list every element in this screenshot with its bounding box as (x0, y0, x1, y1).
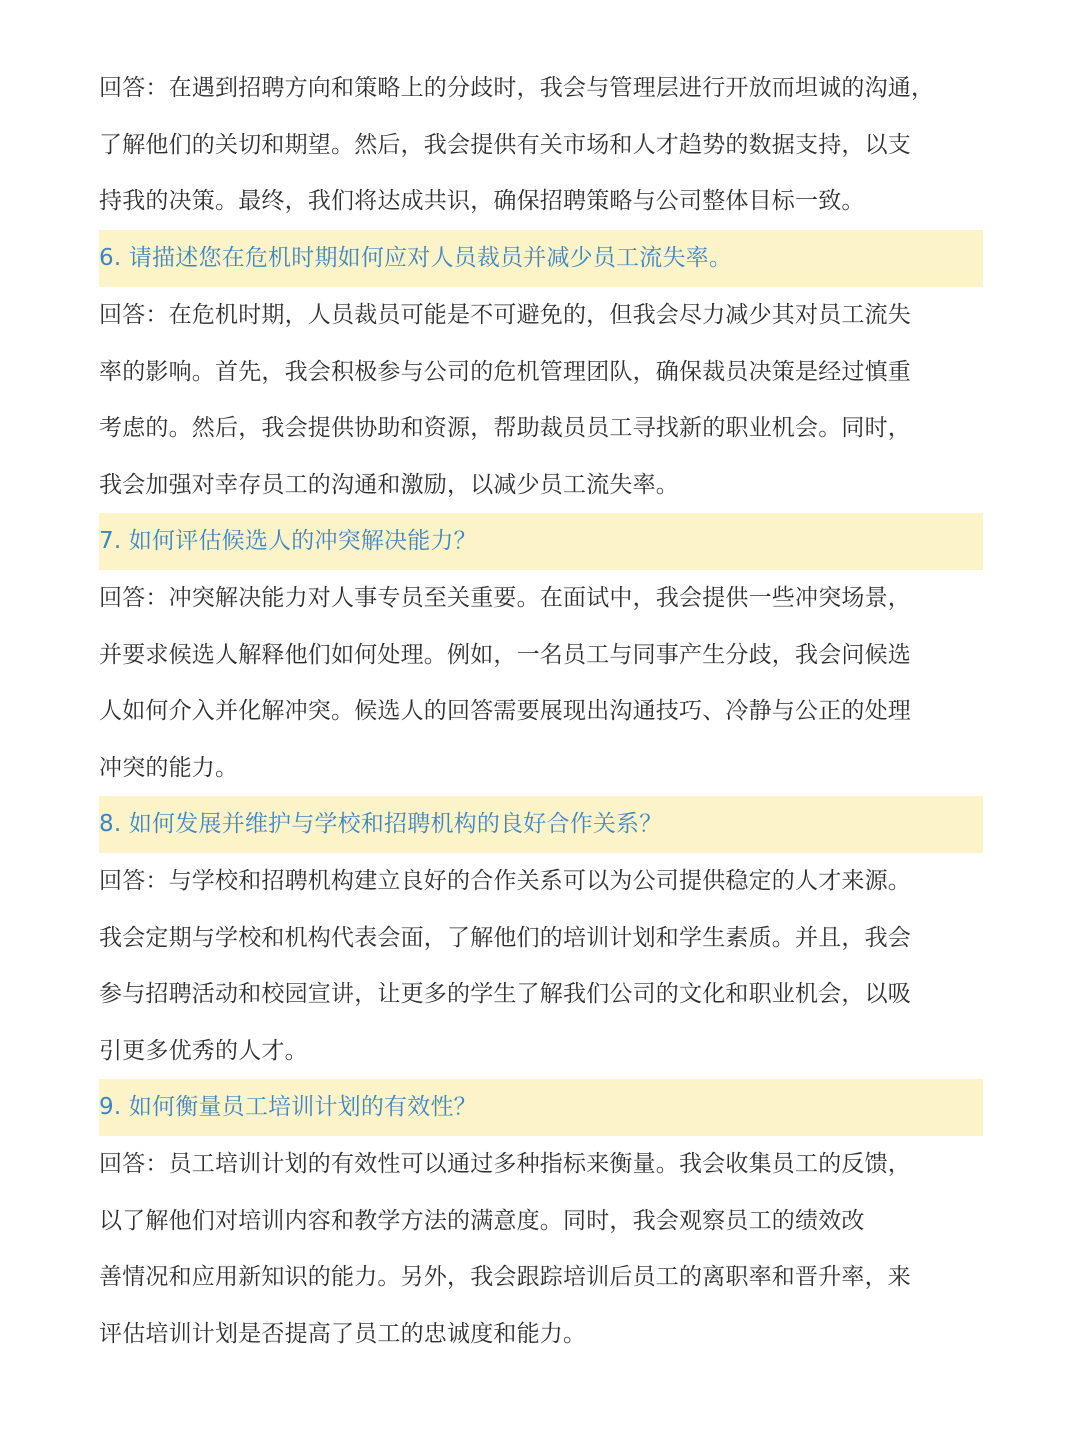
answer-5 (99, 60, 983, 230)
answer-7 (99, 570, 983, 796)
question-8-heading: 8. 如何发展并维护与学校和招聘机构的良好合作关系？ (99, 796, 983, 853)
answer-line: 回答：员工培训计划的有效性可以通过多种指标来衡量。我会收集员工的反馈， (99, 1151, 911, 1177)
answer-line: 回答：在危机时期，人员裁员可能是不可避免的，但我会尽力减少其对员工流失 (99, 302, 911, 328)
answer-8 (99, 853, 983, 1079)
answer-line: 人如何介入并化解冲突。候选人的回答需要展现出沟通技巧、冷静与公正的处理 (99, 698, 911, 725)
question-9-heading: 9. 如何衡量员工培训计划的有效性？ (99, 1079, 983, 1136)
question-6-heading: 6. 请描述您在危机时期如何应对人员裁员并减少员工流失率。 (99, 230, 983, 287)
answer-line: 引更多优秀的人才。 (99, 1037, 308, 1064)
answer-line: 以了解他们对培训内容和教学方法的满意度。同时，我会观察员工的绩效改 (99, 1207, 865, 1234)
answer-6 (99, 287, 983, 513)
answer-line: 了解他们的关切和期望。然后，我会提供有关市场和人才趋势的数据支持，以支 (99, 131, 911, 158)
answer-line: 冲突的能力。 (99, 754, 239, 781)
answer-line: 回答：冲突解决能力对人事专员至关重要。在面试中，我会提供一些冲突场景， (99, 585, 911, 611)
answer-line: 回答：在遇到招聘方向和策略上的分歧时，我会与管理层进行开放而坦诚的沟通， (99, 75, 935, 101)
answer-line: 并要求候选人解释他们如何处理。例如，一名员工与同事产生分歧，我会问候选 (99, 641, 911, 668)
question-7-heading: 7. 如何评估候选人的冲突解决能力？ (99, 513, 983, 570)
answer-line: 参与招聘活动和校园宣讲，让更多的学生了解我们公司的文化和职业机会，以吸 (99, 981, 911, 1008)
answer-line: 我会加强对幸存员工的沟通和激励，以减少员工流失率。 (99, 471, 679, 498)
answer-line: 持我的决策。最终，我们将达成共识，确保招聘策略与公司整体目标一致。 (99, 188, 865, 215)
answer-line: 我会定期与学校和机构代表会面，了解他们的培训计划和学生素质。并且，我会 (99, 924, 911, 951)
answer-line: 回答：与学校和招聘机构建立良好的合作关系可以为公司提供稳定的人才来源。 (99, 868, 911, 894)
answer-line: 率的影响。首先，我会积极参与公司的危机管理团队，确保裁员决策是经过慎重 (99, 358, 911, 385)
answer-line: 评估培训计划是否提高了员工的忠诚度和能力。 (99, 1320, 587, 1347)
answer-line: 考虑的。然后，我会提供协助和资源，帮助裁员员工寻找新的职业机会。同时， (99, 415, 911, 442)
answer-9 (99, 1136, 983, 1362)
answer-line: 善情况和应用新知识的能力。另外，我会跟踪培训后员工的离职率和晋升率，来 (99, 1264, 911, 1291)
